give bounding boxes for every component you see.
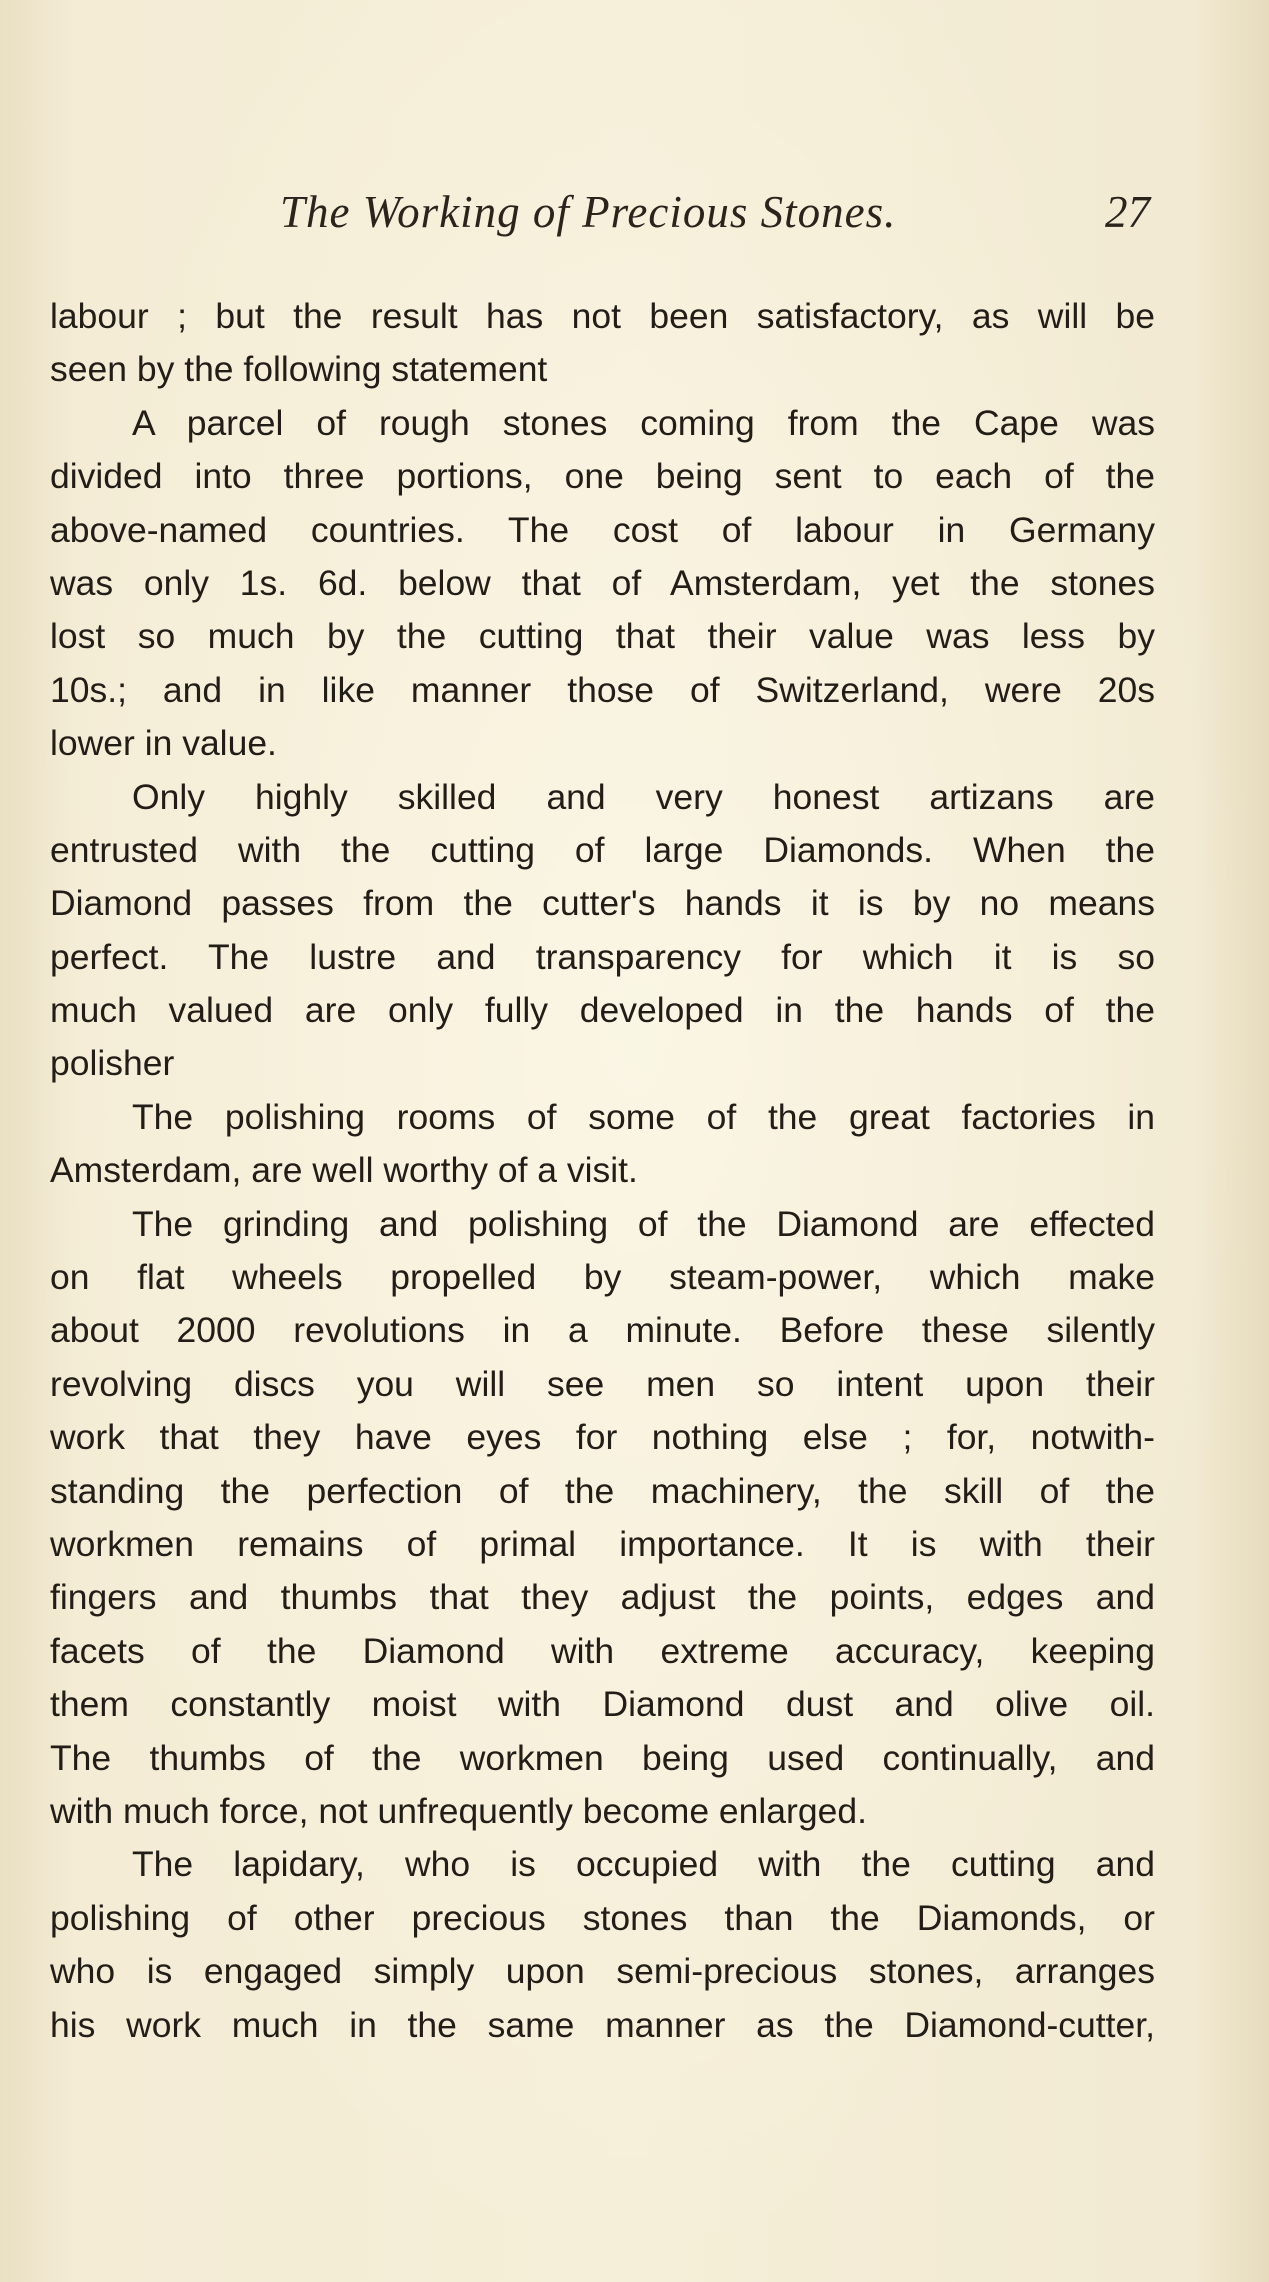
text-line: workmen remains of primal importance. It is with their [50,1523,1155,1564]
text-line: perfect. The lustre and transparency for which it is so [50,936,1155,977]
text-line: standing the perfection of the machinery, the skill of the [50,1470,1155,1511]
text-line: above-named countries. The cost of labour in Germany [50,509,1155,550]
text-line: them constantly moist with Diamond dust and olive oil. [50,1684,1155,1725]
text-line: who is engaged simply upon semi-precious stones, arranges [50,1951,1155,1992]
text-line: The lapidary, who is occupied with the cutting and [132,1844,1155,1885]
text-line: The thumbs of the workmen being used continually, and [50,1737,1155,1778]
running-title: The Working of Precious Stones. [280,187,897,237]
running-head [50,186,1150,246]
text-line: A parcel of rough stones coming from the Cape was [132,402,1155,443]
text-line: on flat wheels propelled by steam-power, which make [50,1257,1155,1298]
text-line: The polishing rooms of some of the great factories in [132,1096,1155,1137]
text-line: revolving discs you will see men so intent upon their [50,1363,1155,1404]
body-text [50,290,1155,2052]
text-line: divided into three portions, one being sent to each of the [50,456,1155,497]
text-line: Amsterdam, are well worthy of a visit. [50,1150,638,1191]
text-line: The grinding and polishing of the Diamond are effected [132,1203,1155,1244]
page-number: 27 [1105,187,1150,237]
text-line: 10s.; and in like manner those of Switzerland, were 20s [50,669,1155,710]
text-line: Diamond passes from the cutter's hands it is by no means [50,883,1155,924]
text-line: much valued are only fully developed in the hands of the [50,990,1155,1031]
text-line: about 2000 revolutions in a minute. Before these silently [50,1310,1155,1351]
text-line: work that they have eyes for nothing else ; for, notwith- [50,1417,1155,1458]
text-line: labour ; but the result has not been satisfactory, as will be [50,296,1155,336]
text-line: was only 1s. 6d. below that of Amsterdam, yet the stones [50,562,1155,603]
text-line: lower in value. [50,723,277,764]
text-line: his work much in the same manner as the Diamond-cutter, [50,2004,1155,2045]
text-line: lost so much by the cutting that their value was less by [50,616,1155,657]
text-line: fingers and thumbs that they adjust the points, edges and [50,1577,1155,1618]
text-line: entrusted with the cutting of large Diamonds. When the [50,829,1155,870]
text-line: seen by the following statement [50,349,548,390]
text-line: facets of the Diamond with extreme accuracy, keeping [50,1630,1155,1671]
text-line: polishing of other precious stones than the Diamonds, or [50,1897,1155,1938]
text-line: Only highly skilled and very honest artizans are [132,776,1155,817]
text-line: with much force, not unfrequently become enlarged. [50,1790,867,1831]
text-line: polisher [50,1043,175,1084]
